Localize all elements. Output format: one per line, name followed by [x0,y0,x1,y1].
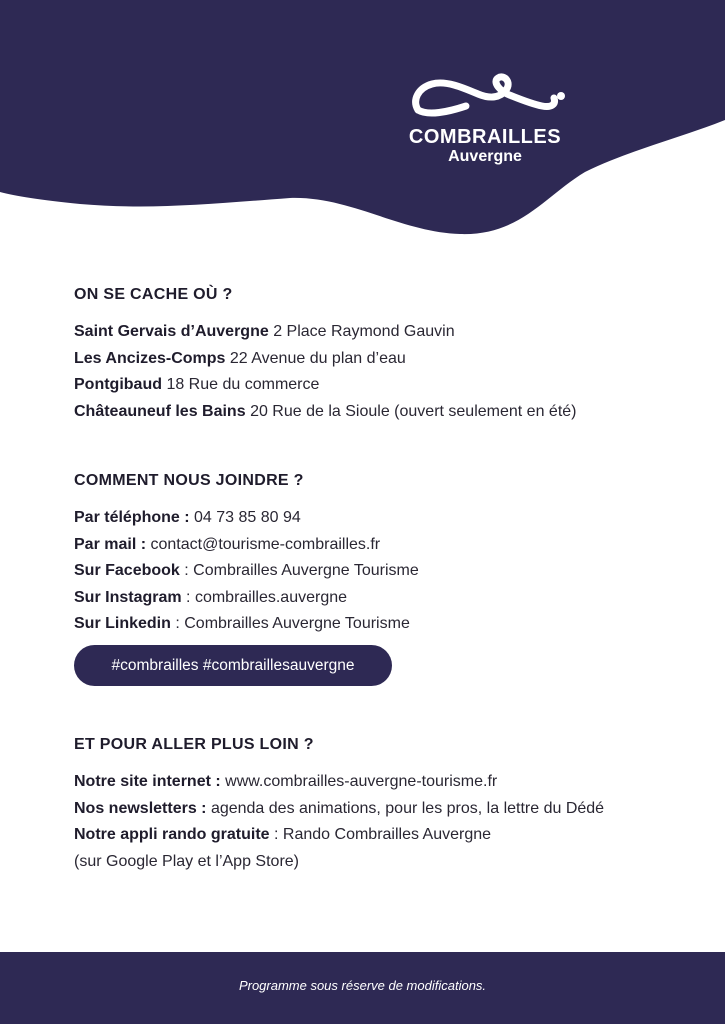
contact-label: Par mail : [74,535,147,553]
contact-row-instagram [74,585,674,612]
contact-label: Par téléphone : [74,509,190,526]
instagram-link[interactable]: : combrailles.auvergne [186,588,348,606]
contact-row-mail [74,532,674,559]
location-address: 2 Place Raymond Gauvin [273,323,455,340]
more-row-newsletters [74,796,674,823]
logo-subtitle: Auvergne [448,148,522,165]
location-address: 22 Avenue du plan d’eau [229,349,406,367]
location-row [74,319,674,346]
app-store-note-text: (sur Google Play et l’App Store) [74,852,299,870]
location-row [74,346,674,373]
header-wave-background [0,0,725,240]
more-section [74,735,674,875]
contact-label: Sur Instagram [74,588,182,606]
more-title: ET POUR ALLER PLUS LOIN ? [74,736,314,753]
footer-disclaimer: Programme sous réserve de modifications. [238,978,487,993]
contact-section [74,471,674,638]
app-name: : Rando Combrailles Auvergne [274,826,492,843]
contact-label: Sur Facebook [74,562,180,579]
more-label: Notre site internet : [74,773,221,790]
location-name: Saint Gervais d’Auvergne [74,323,269,340]
wave-logo-icon [408,70,568,122]
location-name: Pontgibaud [74,376,162,393]
location-row [74,399,674,426]
location-row [74,372,674,399]
contact-title: COMMENT NOUS JOINDRE ? [74,472,304,489]
app-store-note [74,849,674,876]
email-link[interactable]: contact@tourisme-combrailles.fr [150,535,381,553]
contact-row-facebook [74,558,674,585]
locations-title: ON SE CACHE OÙ ? [74,286,233,303]
location-name: Les Ancizes-Comps [74,349,226,367]
more-label: Nos newsletters : [74,799,207,817]
hashtag-pill: #combrailles #combraillesauvergne [74,645,392,686]
website-link[interactable]: www.combrailles-auvergne-tourisme.fr [225,773,498,790]
footer-bar [0,952,725,1024]
contact-row-linkedin [74,611,674,638]
linkedin-link[interactable]: : Combrailles Auvergne Tourisme [175,615,410,632]
more-row-website [74,769,674,796]
location-address: 20 Rue de la Sioule (ouvert seulement en été) [250,402,577,420]
location-name: Châteauneuf les Bains [74,402,246,420]
facebook-link[interactable]: : Combrailles Auvergne Tourisme [184,562,419,579]
location-address: 18 Rue du commerce [166,376,320,393]
combrailles-logo [400,70,570,166]
newsletters-text: agenda des animations, pour les pros, la lettre du Dédé [210,799,605,817]
phone-link[interactable]: 04 73 85 80 94 [194,509,301,526]
logo-title: COMBRAILLES [408,126,562,148]
locations-section [74,285,674,425]
contact-row-phone [74,505,674,532]
more-label: Notre appli rando gratuite [74,826,270,843]
contact-label: Sur Linkedin [74,615,171,632]
more-row-app [74,822,674,849]
